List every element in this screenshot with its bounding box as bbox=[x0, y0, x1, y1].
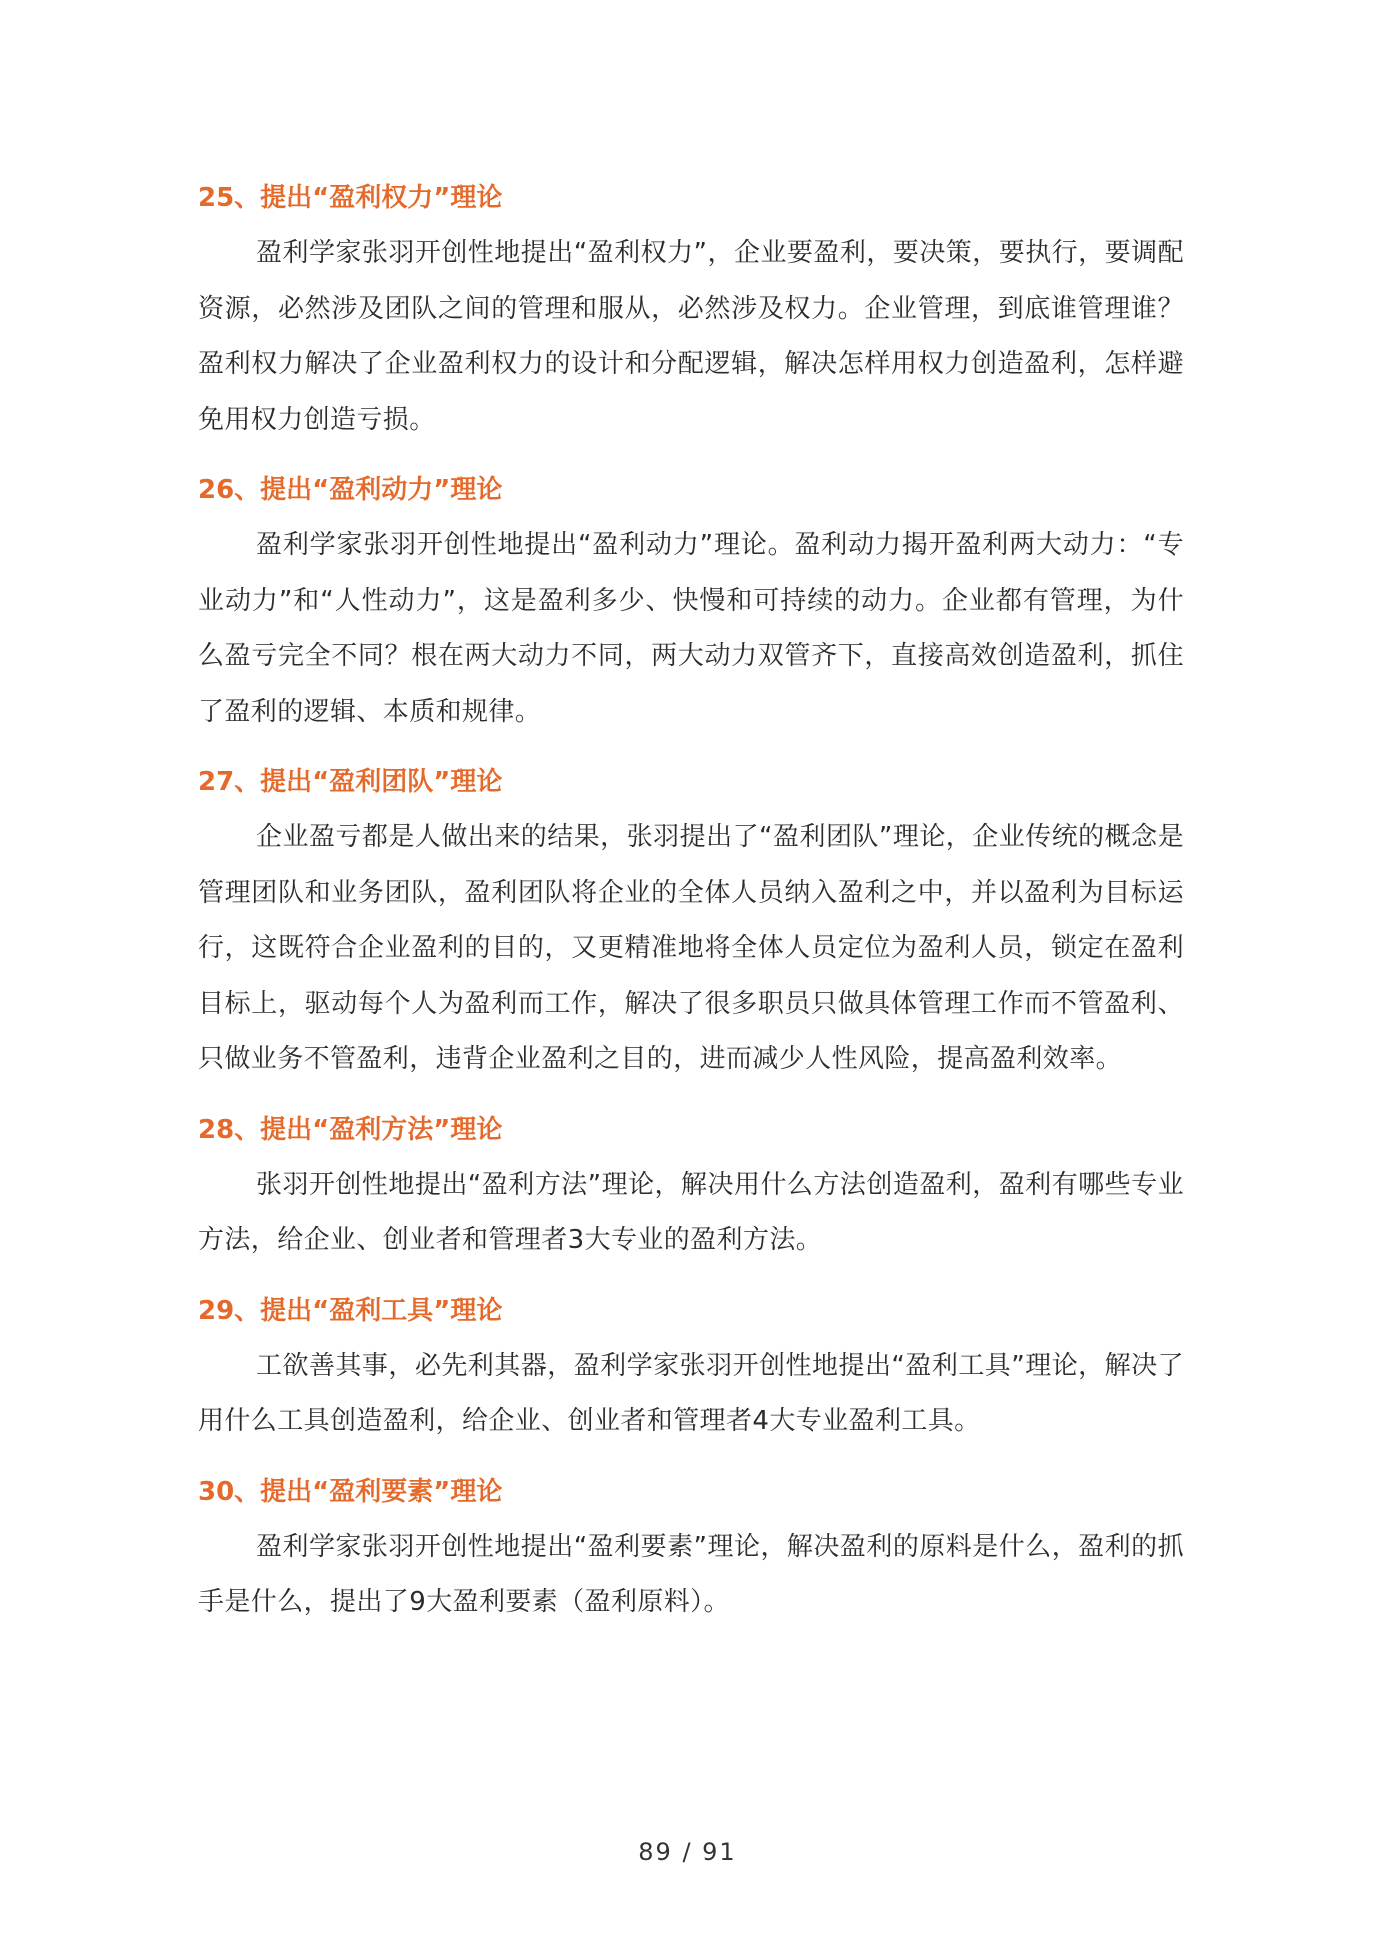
section-paragraph: 企业盈亏都是人做出来的结果，张羽提出了“盈利团队”理论，企业传统的概念是管理团队和业务团队，盈利团队将企业的全体人员纳入盈利之中，并以盈利为目标运行，这既符合企业盈利的目的，又更精准地将全体人员定位为盈利人员，锁定在盈利目标上，驱动每个人为盈利而工作，解决了很多职员只做具体管理工作而不管盈利、只做业务不管盈利，违背企业盈利之目的，进而减少人性风险，提高盈利效率。 bbox=[198, 822, 1184, 1074]
section-29 bbox=[198, 1283, 1184, 1450]
section-paragraph: 张羽开创性地提出“盈利方法”理论，解决用什么方法创造盈利，盈利有哪些专业方法，给企业、创业者和管理者3大专业的盈利方法。 bbox=[198, 1169, 1184, 1255]
section-26 bbox=[198, 462, 1184, 740]
section-27 bbox=[198, 754, 1184, 1088]
section-heading: 27、提出“盈利团队”理论 bbox=[198, 767, 503, 797]
section-paragraph: 工欲善其事，必先利其器，盈利学家张羽开创性地提出“盈利工具”理论，解决了用什么工具创造盈利，给企业、创业者和管理者4大专业盈利工具。 bbox=[198, 1350, 1184, 1436]
section-25 bbox=[198, 170, 1184, 448]
section-heading: 29、提出“盈利工具”理论 bbox=[198, 1295, 503, 1326]
section-paragraph: 盈利学家张羽开创性地提出“盈利动力”理论。盈利动力揭开盈利两大动力：“专业动力”和“人性动力”，这是盈利多少、快慢和可持续的动力。企业都有管理，为什么盈亏完全不同？根在两大动力不同，两大动力双管齐下，直接高效创造盈利，抓住了盈利的逻辑、本质和规律。 bbox=[198, 530, 1184, 727]
section-heading: 30、提出“盈利要素”理论 bbox=[198, 1476, 503, 1507]
section-paragraph: 盈利学家张羽开创性地提出“盈利要素”理论，解决盈利的原料是什么，盈利的抓手是什么，提出了9大盈利要素（盈利原料）。 bbox=[198, 1531, 1184, 1617]
section-28 bbox=[198, 1102, 1184, 1269]
section-30 bbox=[198, 1464, 1184, 1631]
section-heading: 28、提出“盈利方法”理论 bbox=[198, 1114, 503, 1145]
section-heading: 26、提出“盈利动力”理论 bbox=[198, 475, 503, 505]
page-content bbox=[198, 170, 1184, 1645]
section-heading: 25、提出“盈利权力”理论 bbox=[198, 183, 503, 213]
page-number: 89 / 91 bbox=[638, 1838, 737, 1866]
section-paragraph: 盈利学家张羽开创性地提出“盈利权力”，企业要盈利，要决策，要执行，要调配资源，必然涉及团队之间的管理和服从，必然涉及权力。企业管理，到底谁管理谁？盈利权力解决了企业盈利权力的设计和分配逻辑，解决怎样用权力创造盈利，怎样避免用权力创造亏损。 bbox=[198, 238, 1184, 435]
